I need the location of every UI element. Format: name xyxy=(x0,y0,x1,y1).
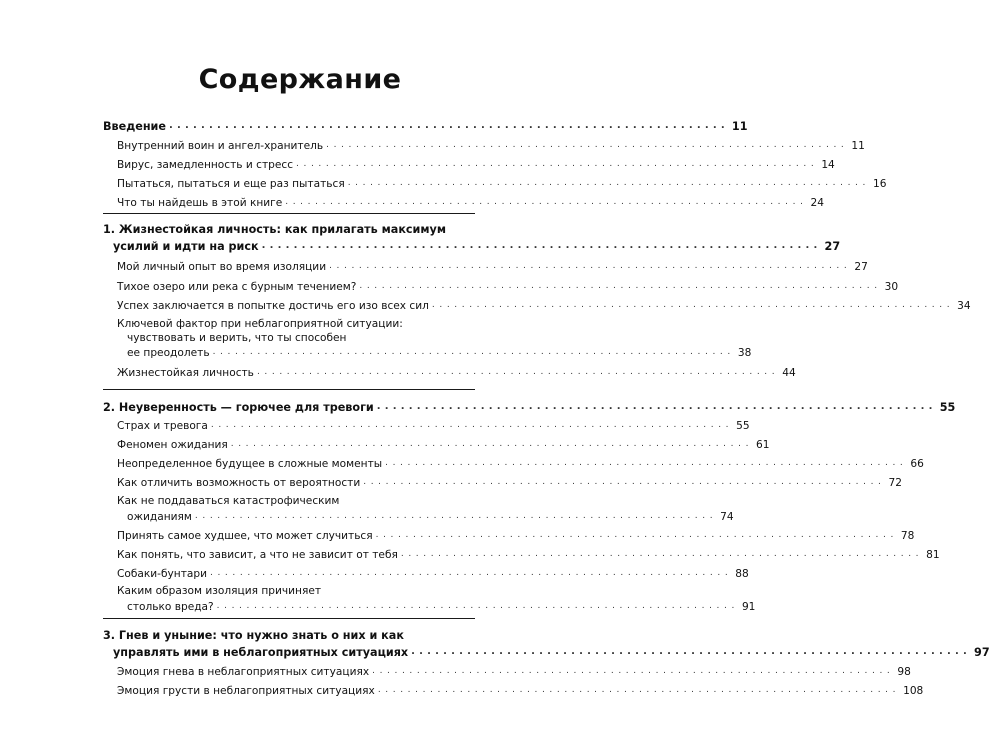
toc-entry[interactable] xyxy=(103,158,835,172)
leader-dots: ...................................................................... xyxy=(261,240,822,251)
leader-dots: ...................................................................... xyxy=(411,646,972,657)
toc-entry-page: 61 xyxy=(756,439,770,451)
leader-dots: ...................................................................... xyxy=(377,685,901,695)
leader-dots: ...................................................................... xyxy=(210,420,734,430)
leader-dots: ...................................................................... xyxy=(431,300,955,310)
toc-entry[interactable] xyxy=(103,299,971,313)
toc-entry-page: 27 xyxy=(824,240,841,253)
toc-entry[interactable] xyxy=(103,476,902,490)
leader-dots: ...................................................................... xyxy=(359,281,882,291)
toc-entry-title: усилий и идти на риск xyxy=(113,240,259,253)
toc-chapter-1-title-line1: 1. Жизнестойкая личность: как прилагать максимум xyxy=(103,223,446,236)
toc-entry[interactable] xyxy=(103,438,770,452)
toc-entry-multiline: Каким образом изоляция причиняет xyxy=(117,585,322,597)
toc-entry-title: столько вреда? xyxy=(127,601,214,613)
toc-entry-title: Вирус, замедленность и стресс xyxy=(117,159,294,171)
leader-dots: ...................................................................... xyxy=(256,367,780,377)
toc-entry-title: Принять самое худшее, что может случиться xyxy=(117,530,373,542)
leader-dots: ...................................................................... xyxy=(326,140,849,150)
toc-entry-title: Мой личный опыт во время изоляции xyxy=(117,261,327,273)
toc-chapter-3-title-line1: 3. Гнев и уныние: что нужно знать о них и как xyxy=(103,629,404,642)
toc-entry[interactable] xyxy=(103,139,865,153)
toc-entry-title: Введение xyxy=(103,120,166,133)
toc-entry[interactable] xyxy=(103,366,796,380)
toc-entry-page: 74 xyxy=(720,511,734,523)
toc-entry-title: Собаки-бунтари xyxy=(117,568,208,580)
leader-dots: ...................................................................... xyxy=(329,261,852,271)
toc-entry-page: 38 xyxy=(737,347,752,359)
toc-entry[interactable] xyxy=(103,600,756,614)
toc-entry-page: 30 xyxy=(884,281,899,293)
toc-entry-page: 108 xyxy=(903,685,924,697)
toc-entry[interactable] xyxy=(103,280,899,294)
section-divider xyxy=(103,213,475,214)
toc-entry-page: 91 xyxy=(741,601,756,613)
toc-entry-title: Как понять, что зависит, а что не зависит от тебя xyxy=(117,549,398,561)
toc-entry[interactable] xyxy=(103,548,940,562)
toc-entry-title: Жизнестойкая личность xyxy=(117,367,254,379)
toc-entry-page: 98 xyxy=(897,666,911,678)
toc-entry-title: Страх и тревога xyxy=(117,420,208,432)
toc-entry-title: Пытаться, пытаться и еще раз пытаться xyxy=(117,178,345,190)
toc-entry-page: 16 xyxy=(872,178,887,190)
toc-chapter-2[interactable] xyxy=(103,400,956,414)
toc-entry-page: 27 xyxy=(854,261,868,273)
toc-entry-title: управлять ими в неблагоприятных ситуациях xyxy=(113,646,409,659)
toc-entry[interactable] xyxy=(103,346,752,360)
toc-entry-title: Тихое озеро или река с бурным течением? xyxy=(117,281,357,293)
toc-entry-title: Как отличить возможность от вероятности xyxy=(117,477,361,489)
toc-entry-page: 72 xyxy=(888,477,902,489)
leader-dots: ...................................................................... xyxy=(168,120,729,131)
toc-entry-page: 14 xyxy=(821,159,835,171)
toc-entry-title: 2. Неуверенность — горючее для тревоги xyxy=(103,401,374,414)
toc-entry-multiline: Как не поддаваться катастрофическим xyxy=(117,495,340,507)
toc-entry-page: 24 xyxy=(810,197,825,209)
toc-entry-title: Успех заключается в попытке достичь его изо всех сил xyxy=(117,300,429,312)
leader-dots: ...................................................................... xyxy=(400,549,924,559)
toc-entry-page: 34 xyxy=(957,300,971,312)
leader-dots: ...................................................................... xyxy=(210,568,733,578)
leader-dots: ...................................................................... xyxy=(376,401,937,412)
toc-entry-page: 88 xyxy=(735,568,749,580)
toc-chapter-3[interactable] xyxy=(103,645,990,659)
toc-entry-page: 78 xyxy=(900,530,915,542)
leader-dots: ...................................................................... xyxy=(385,458,908,468)
toc-entry-title: Что ты найдешь в этой книге xyxy=(117,197,283,209)
leader-dots: ...................................................................... xyxy=(212,347,735,357)
toc-entry-page: 55 xyxy=(939,401,956,414)
toc-entry[interactable] xyxy=(103,529,915,543)
toc-entry[interactable] xyxy=(103,177,887,191)
toc-entry-title: Эмоция грусти в неблагоприятных ситуациях xyxy=(117,685,375,697)
leader-dots: ...................................................................... xyxy=(296,159,819,169)
toc-chapter-1[interactable] xyxy=(103,239,841,253)
toc-entry-page: 81 xyxy=(926,549,940,561)
toc-entry[interactable] xyxy=(103,196,825,210)
toc-entry[interactable] xyxy=(103,260,868,274)
toc-entry-multiline: Ключевой фактор при неблагоприятной ситуации: чувствовать и верить, что ты способен xyxy=(117,318,403,344)
toc-entry[interactable] xyxy=(103,510,734,524)
section-divider xyxy=(103,618,475,619)
toc-entry-page: 97 xyxy=(974,646,990,659)
section-divider xyxy=(103,389,475,390)
toc-entry-page: 66 xyxy=(910,458,924,470)
toc-entry-title: Эмоция гнева в неблагоприятных ситуациях xyxy=(117,666,370,678)
leader-dots: ...................................................................... xyxy=(194,511,718,521)
toc-entry-title: Неопределенное будущее в сложные моменты xyxy=(117,458,383,470)
toc-section-intro[interactable] xyxy=(103,119,748,133)
toc-entry-title: Феномен ожидания xyxy=(117,439,228,451)
toc-entry-page: 11 xyxy=(731,120,748,133)
leader-dots: ...................................................................... xyxy=(347,178,870,188)
leader-dots: ...................................................................... xyxy=(375,530,898,540)
toc-entry[interactable] xyxy=(103,665,911,679)
toc-entry-title: Внутренний воин и ангел-хранитель xyxy=(117,140,324,152)
leader-dots: ...................................................................... xyxy=(363,477,886,487)
toc-entry[interactable] xyxy=(103,684,924,698)
toc-entry[interactable] xyxy=(103,419,750,433)
toc-entry-page: 55 xyxy=(736,420,750,432)
toc-entry-title: ожиданиям xyxy=(127,511,192,523)
toc-entry[interactable] xyxy=(103,567,749,581)
page-title: Содержание xyxy=(198,64,402,95)
toc-entry-page: 11 xyxy=(851,140,865,152)
toc-entry-page: 44 xyxy=(782,367,796,379)
toc-entry-title: ее преодолеть xyxy=(127,347,210,359)
leader-dots: ...................................................................... xyxy=(230,439,754,449)
leader-dots: ...................................................................... xyxy=(285,197,808,207)
leader-dots: ...................................................................... xyxy=(216,601,739,611)
toc-entry[interactable] xyxy=(103,457,924,471)
leader-dots: ...................................................................... xyxy=(372,666,895,676)
